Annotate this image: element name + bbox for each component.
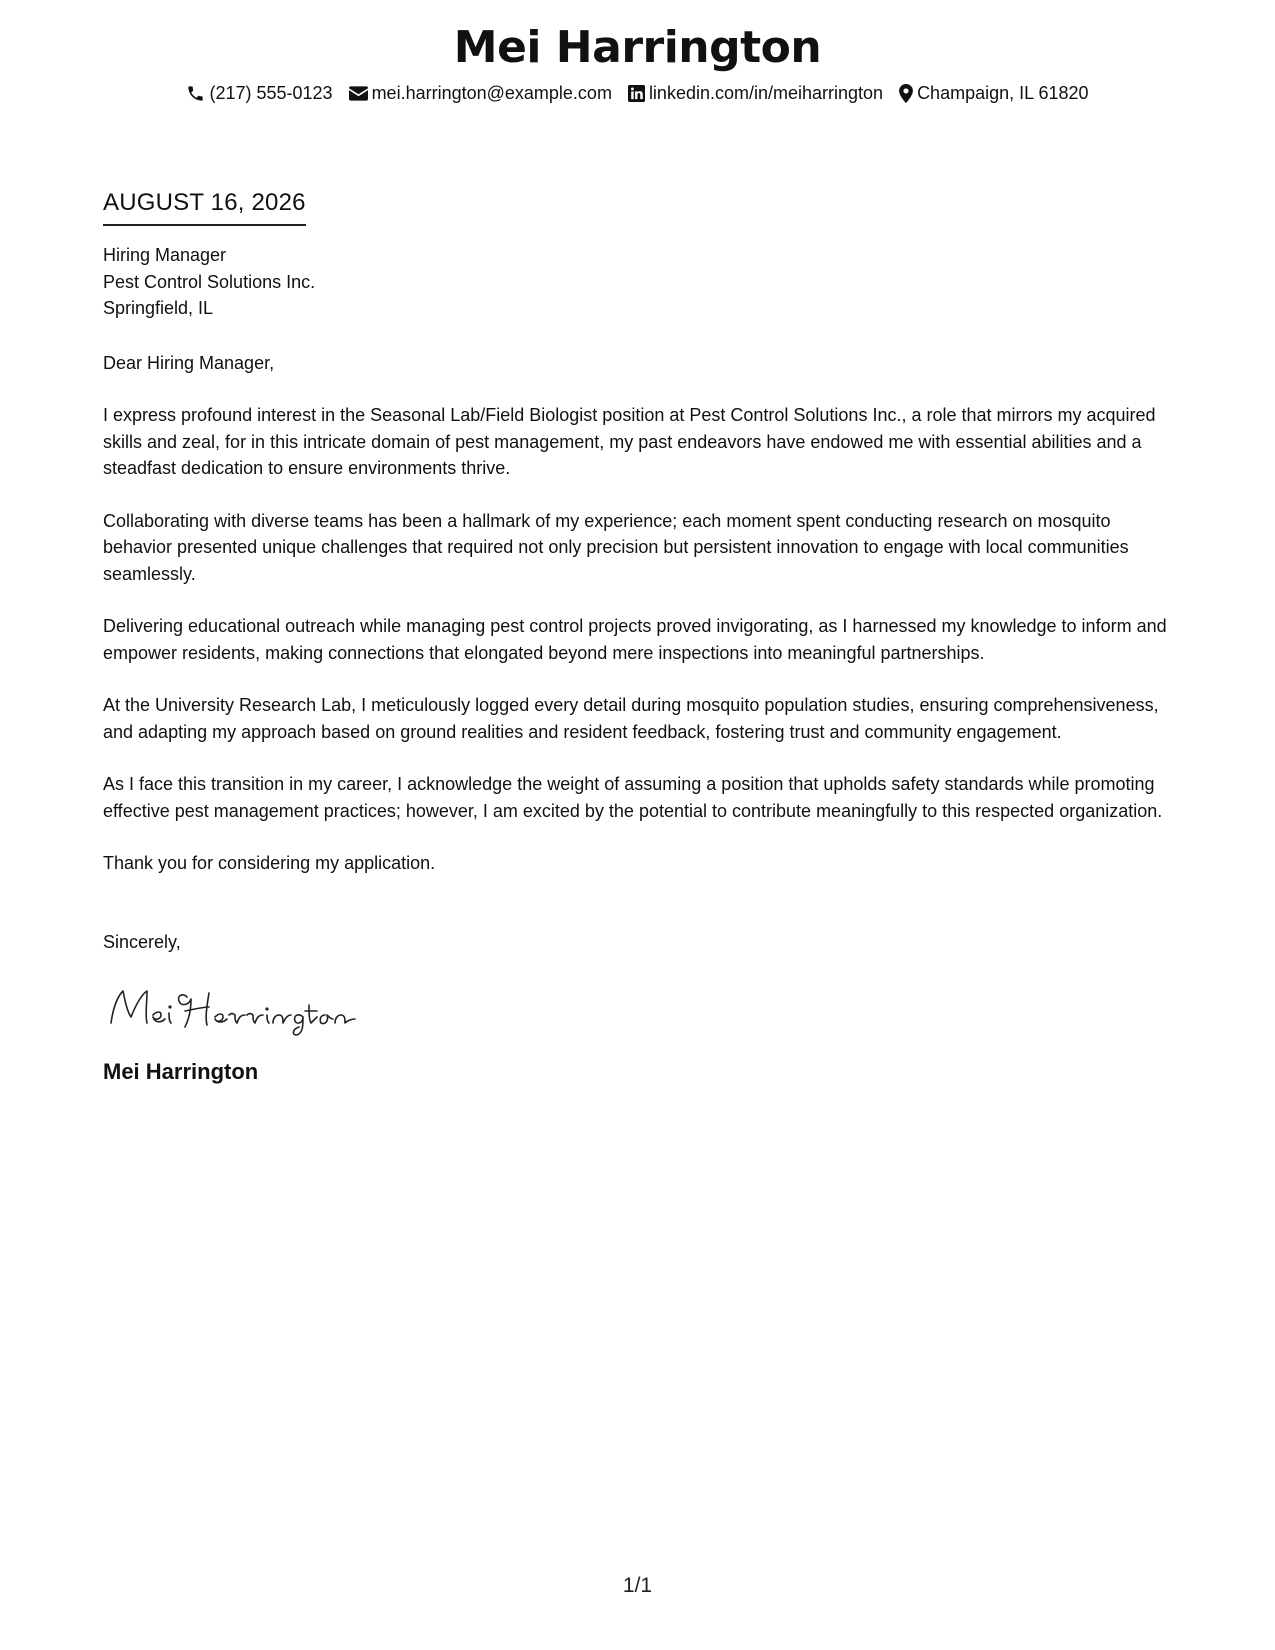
closing: Sincerely,: [103, 931, 181, 952]
handwritten-signature: [103, 979, 1178, 1039]
letter-body: [103, 186, 1178, 1087]
body-paragraph: I express profound interest in the Seasonal Lab/Field Biologist position at Pest Control Solutions Inc., a role that mirrors my acquired skills and zeal, for in this intricate domain of pest management, my past endeavors have endowed me with essential abilities and a steadfast dedication to ensure environments thrive.: [103, 405, 1156, 478]
contact-linkedin[interactable]: [628, 81, 883, 105]
contact-phone: [186, 81, 332, 105]
recipient-title: Hiring Manager: [103, 245, 227, 265]
salutation: Dear Hiring Manager,: [103, 352, 275, 373]
sender-name: Mei Harrington: [453, 22, 822, 73]
phone-icon: [186, 84, 205, 103]
signer-name: Mei Harrington: [103, 1059, 259, 1084]
contact-location: [899, 81, 1088, 105]
map-pin-icon: [899, 84, 913, 103]
recipient-company: Pest Control Solutions Inc.: [103, 271, 316, 292]
linkedin-icon: [628, 85, 645, 102]
email-text[interactable]: mei.harrington@example.com: [371, 83, 612, 103]
recipient-location: Springfield, IL: [103, 298, 214, 318]
body-paragraph: At the University Research Lab, I meticulously logged every detail during mosquito population studies, ensuring comprehensiveness, and adapting my approach based on ground realities and resident feedback, fostering trust and community engagement.: [103, 695, 1159, 742]
recipient-block: [103, 242, 1178, 322]
phone-text: (217) 555-0123: [209, 83, 333, 103]
body-paragraph: Delivering educational outreach while managing pest control projects proved invigorating, as I harnessed my knowledge to inform and empower residents, making connections that elongated beyond mere inspections into meaningful partnerships.: [103, 616, 1167, 663]
contact-email[interactable]: [349, 81, 612, 105]
letter-header: [0, 18, 1275, 105]
body-paragraph: Thank you for considering my application.: [103, 853, 436, 873]
letter-date: AUGUST 16, 2026: [103, 186, 306, 226]
body-paragraph: Collaborating with diverse teams has been a hallmark of my experience; each moment spent conducting research on mosquito behavior presented unique challenges that required not only precision but persistent innovation to engage with local communities seamlessly.: [103, 510, 1129, 584]
body-paragraph: As I face this transition in my career, I acknowledge the weight of assuming a position that upholds safety standards while promoting effective pest management practices; however, I am excited by the potential to contribute meaningfully to this respected organization.: [103, 774, 1163, 821]
contact-bar: [0, 81, 1275, 105]
page-number: 1/1: [622, 1574, 653, 1597]
linkedin-text[interactable]: linkedin.com/in/meiharrington: [648, 83, 884, 103]
location-text: Champaign, IL 61820: [917, 83, 1089, 103]
envelope-icon: [349, 86, 368, 101]
